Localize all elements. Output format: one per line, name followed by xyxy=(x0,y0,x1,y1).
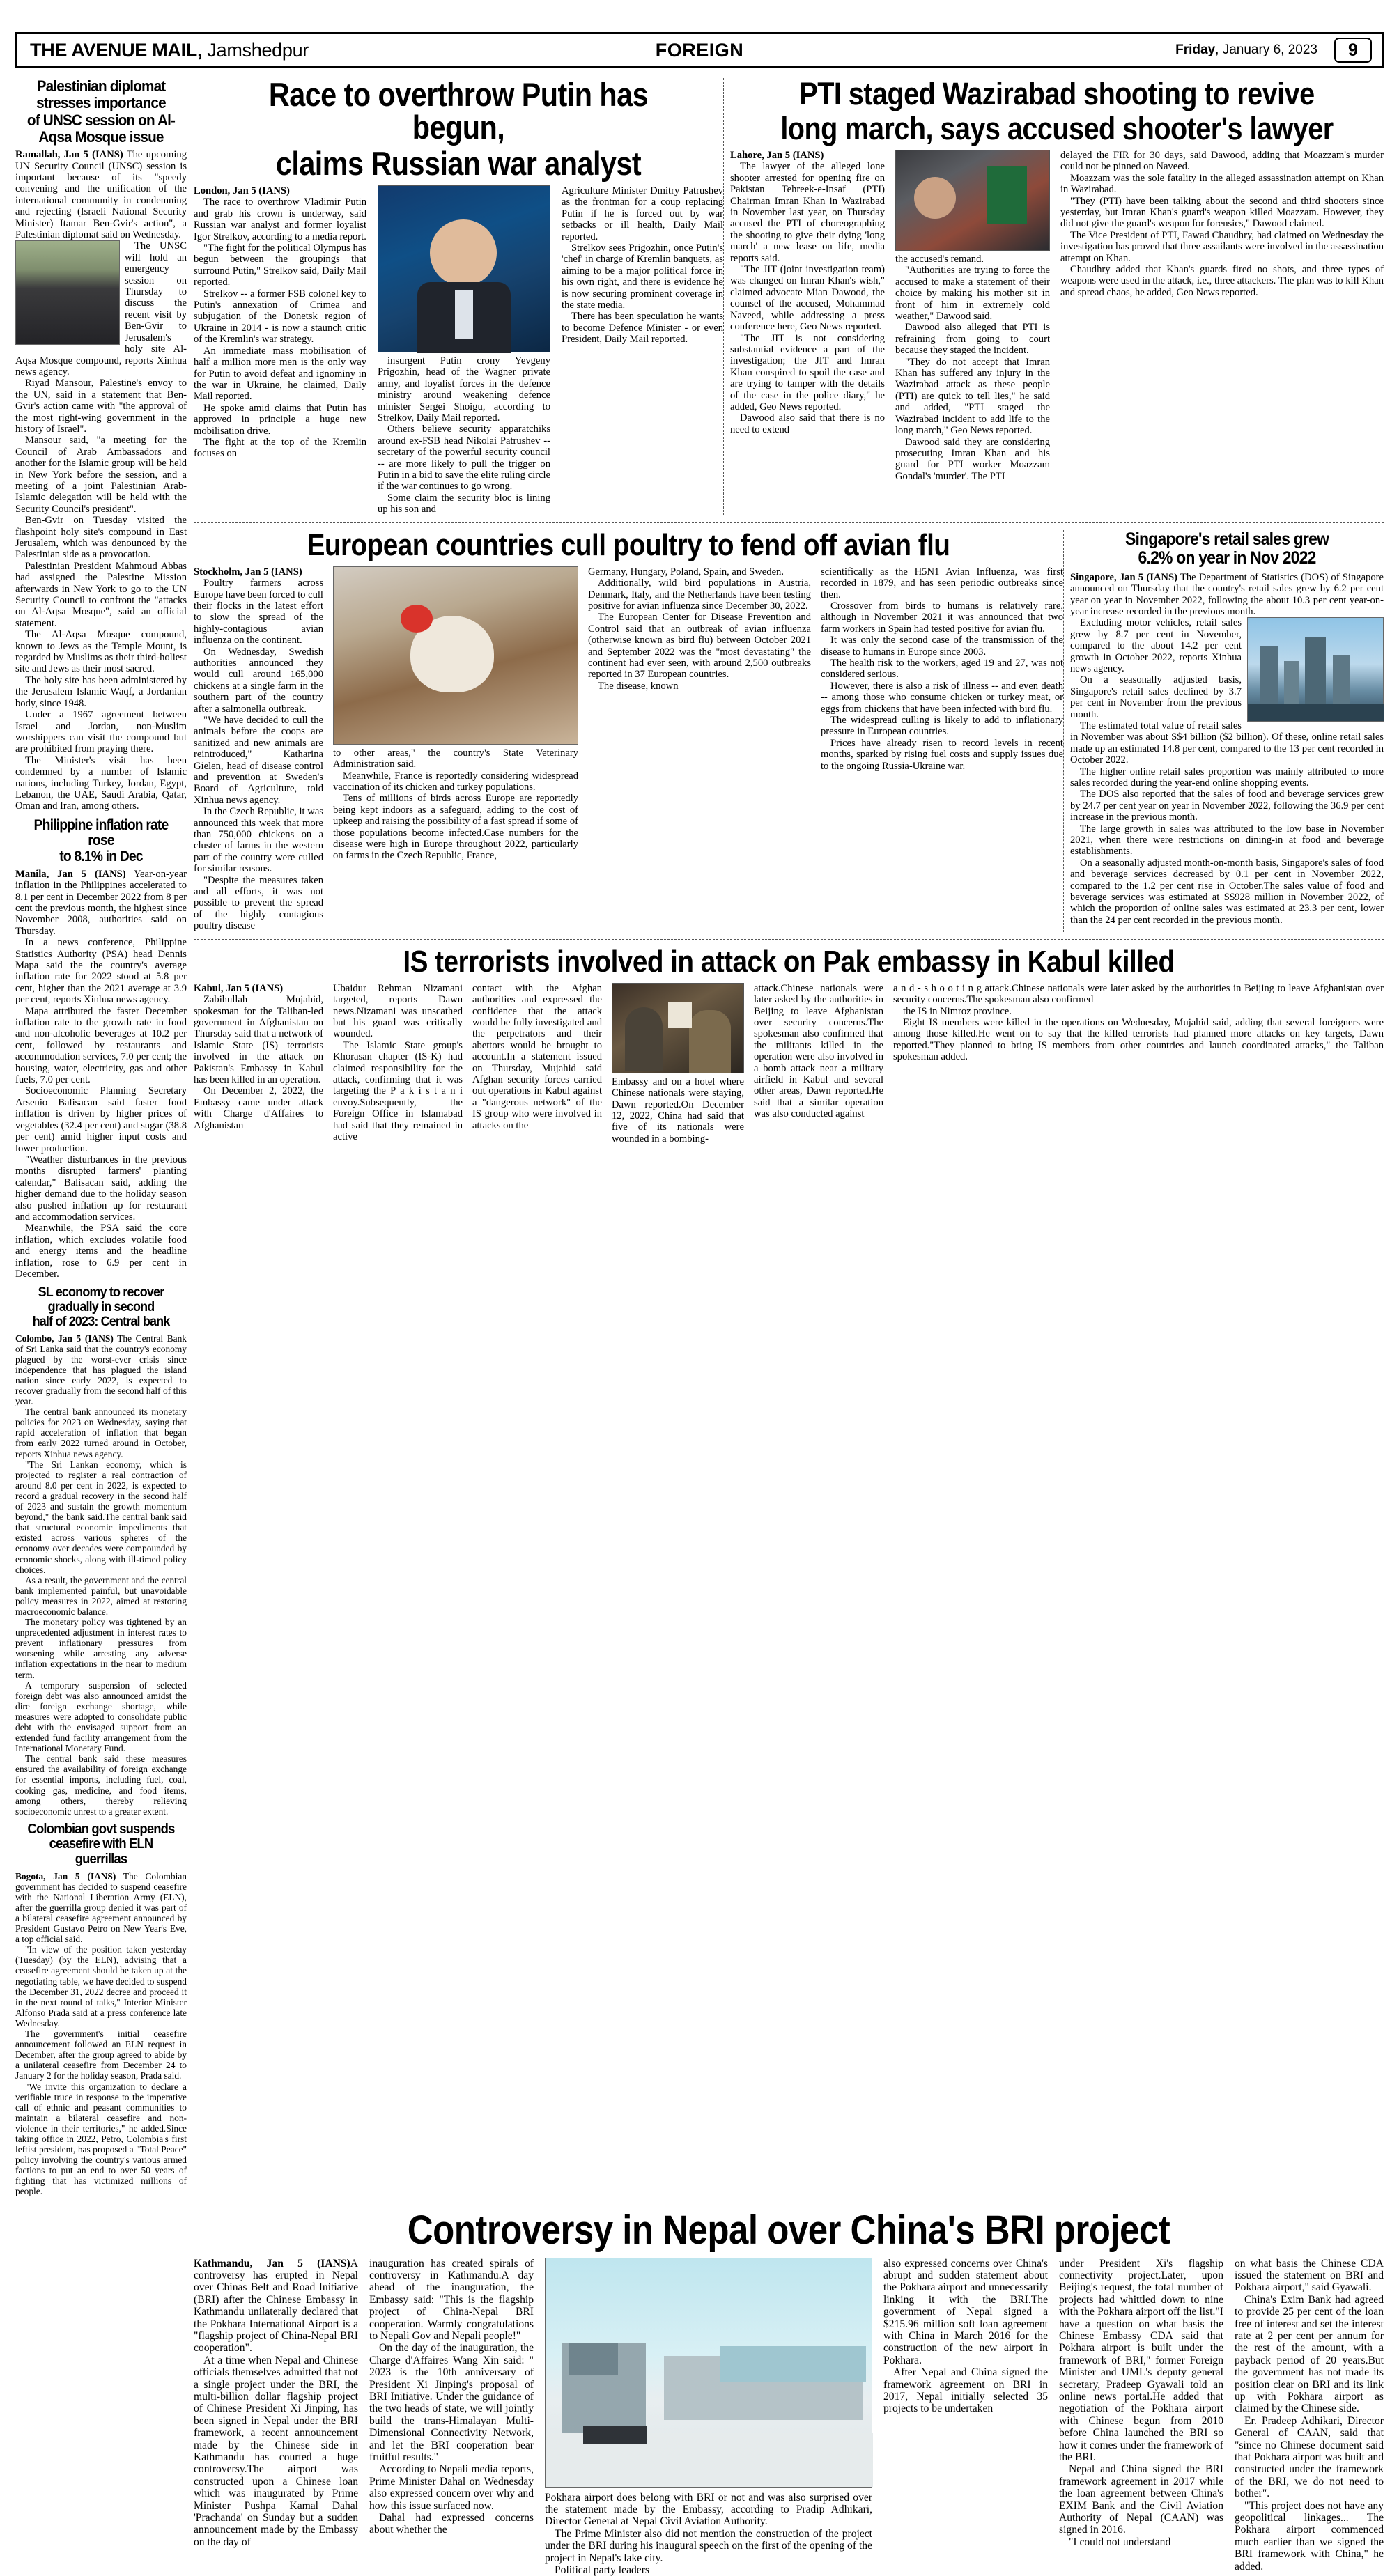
headline-colombia: Colombian govt suspends ceasefire with ELN guerrillas xyxy=(27,1821,175,1868)
bottom-band xyxy=(15,2203,1384,2576)
photo-pokhara-airport xyxy=(545,2258,872,2488)
main-area xyxy=(194,78,1384,2197)
body-kabul-col2: Ubaidur Rehman Nizamani targeted, reports Dawn news.Nizamani was unscathed but his guard was critically wounded. The Islamic State group's Khorasan chapter (IS-K) had claimed responsibility for the attack, confirming that it was targeting the P a k i s t a n i envoy.Subsequently, the Foreign Office in Islamabad had said that they remained in active xyxy=(333,982,463,1142)
publication-date-rest: , January 6, 2023 xyxy=(1215,42,1317,57)
body-poultry-col2: to other areas," the country's State Veterinary Administration said. Meanwhile, France is reportedly considering widespread vaccination of its chicken and turkey populations. Tens of millions of birds across Europe are reportedly being kept indoors as a safeguard, adding to the cost of upkeep and raising the possibility of a fast spread if some of those populations become infected.Case numbers for the disease were high in Europe throughout 2022, particularly on farms in the Czech Republic, France, xyxy=(333,747,578,862)
bottom-left-spacer xyxy=(15,2203,187,2576)
headline-philippine: Philippine inflation rate rose to 8.1% in Dec xyxy=(33,816,169,865)
photo-singapore-skyline xyxy=(1247,617,1384,722)
headline-putin: Race to overthrow Putin has begun, claims Russian war analyst xyxy=(268,76,649,182)
masthead xyxy=(15,32,1384,68)
row-putin-pti xyxy=(194,78,1384,515)
column-divider-2 xyxy=(723,78,730,515)
dateline-putin: London, Jan 5 (IANS) xyxy=(194,185,290,196)
body-poultry-col1: Stockholm, Jan 5 (IANS) Poultry farmers across Europe have been forced to cull their flocks in the latest effort to slow the spread of the highly-contagious avian influenza on the continent. On Wednesday, Swedish authorities announced they would cull around 165,000 chickens at a single farm in the southern part of the country after a salmonella outbreak. "We have decided to cull the animals before the coops are sanitized and new animals are reintroduced," Katharina Gielen, head of disease control and prevention at Sweden's Board of Agriculture, told Xinhua news agency. In the Czech Republic, it was announced this week that more than 750,000 chickens on a cluster of farms in the western part of the country were culled for similar reasons. "Despite the measures taken and all efforts, it was not possible to prevent the spread of the highly contagious poultry disease xyxy=(194,566,323,932)
photo-taliban-press-conference xyxy=(612,983,744,1073)
section-name: FOREIGN xyxy=(655,39,744,61)
photo-poultry-chickens xyxy=(333,566,578,745)
body-kabul-col1: Kabul, Jan 5 (IANS) Zabihullah Mujahid, spokesman for the Taliban-led government in Afghanistan on Thursday said that a network of Islamic State (IS) terrorists involved in the attack on Pakistan's Embassy in Kabul has been killed in an operation. On December 2, 2022, the Embassy came under attack with Charge d'Affaires to Afghanistan xyxy=(194,982,323,1131)
article-poultry xyxy=(194,527,1063,932)
body-nepal-col3: Pokhara airport does belong with BRI or not and was also surprised over the statement made by the Embassy, according to Pradip Adhikari, Director General at Nepal Civil Aviation Authority. The Prime Minister also did not mention the construction of the project under the BRI during his inaugural speech on the first of the opening of the project in Nepal's lake city. Political party leaders xyxy=(545,2491,872,2576)
body-poultry-col4: scientifically as the H5N1 Avian Influenza, was first recorded in 1879, and has seen periodic outbreaks since then. Crossover from birds to humans is relatively rare, although in November 2021 it was announced that two farm workers in Spain had tested positive for avian flu. It was only the second case of the transmission of the disease to humans in Europe since 2003. The health risk to the workers, aged 19 and 27, was not considered serious. However, there is also a risk of illness -- and even death -- among those who consume chicken or turkey meat, or eggs from chickens that have been infected with bird flu. The widespread culling is likely to add to inflationary pressure in European countries. Prices have already risen to record levels in recent months, sparked by rising fuel costs and supply issues due to the ongoing Russia-Ukraine war. xyxy=(821,566,1063,772)
newspaper-title-bold: THE AVENUE MAIL, xyxy=(30,39,203,61)
column-divider-3 xyxy=(1063,530,1070,932)
body-putin-col3: Agriculture Minister Dmitry Patrushev as the frontman for a coup replacing Putin if he is forced out by war setbacks or ill health, Daily Mail reported. Strelkov sees Prigozhin, once Putin's 'chef' in charge of Kremlin banquets, as aiming to be a major political force in his own right, and there is evidence he is now securing prominent coverage in the state media. There has been speculation he wants to become Defence Minister - or even President, Daily Mail reported. xyxy=(562,185,723,346)
body-kabul-col4: Embassy and on a hotel where Chinese nationals were staying, Dawn reported.On December 12, 2022, China had said that five of its nationals were wounded in a bombing- xyxy=(612,1076,744,1145)
dateline-colombia: Bogota, Jan 5 (IANS) xyxy=(15,1870,116,1881)
body-nepal-col5: under President Xi's flagship connectivity project.Later, upon Beijing's request, the total number of projects had whittled down to nine with the Pokhara airport off the list."I have a question on what basis the Chinese Embassy CDA said that Pokhara airport is built under the framework of BRI," former Foreign Minister and UML's deputy general secretary, Pradeep Gyawali told an online news portal.He added that negotiation of the Pokhara airport with Chinese begun from 2010 before China launched the BRI so how it comes under the framework of the BRI. Nepal and China signed the BRI framework agreement in 2017 while the loan agreement between China's EXIM Bank and the Civil Aviation Authority of Nepal (CAAN) was signed in 2016. "I could not understand xyxy=(1059,2257,1223,2548)
article-singapore xyxy=(1070,530,1384,932)
headline-singapore: Singapore's retail sales grew 6.2% on year in Nov 2022 xyxy=(1124,529,1329,568)
poultry-col2-wrap xyxy=(333,566,578,932)
body-kabul-col5: attack.Chinese nationals were later asked by the authorities in Beijing to leave Afghanistan over security concerns.The spokesman also confirmed that the militants killed in the operation were also involved in a bomb attack near a military airfield in Kabul and several other areas, Dawn reported.He said that a similar operation was also conducted against xyxy=(754,982,883,1120)
body-colombia: Bogota, Jan 5 (IANS) The Colombian government has decided to suspend ceasefire with the National Liberation Army (ELN), after the guerrilla group denied it was part of a bilateral ceasefire agreement announced by President Gustavo Petro on New Year's Eve, a top official said. "In view of the position taken yesterday (Tuesday) (by the ELN), advising that a ceasefire agreement should be taken up at the negotiating table, we have decided to suspend the December 31, 2022 decree and proceed it in the next round of talks," Interior Minister Alfonso Prada said at a press conference late Wednesday. The government's initial ceasefire announcement followed an ELN request in December, after the group agreed to abide by a unilateral ceasefire from December 24 to January 2 for the holiday season, Prada said. "We invite this organization to declare a verifiable truce in response to the imperative call of ethnic and peasant communities to maintain a bilateral ceasefire and non-violence in their territories," he added.Since taking office in 2022, Petro, Colombia's first leftist president, has proposed a "Total Peace" policy involving the country's various armed factions to put an end to over 50 years of fighting that has victimized millions of people. xyxy=(15,1870,187,2197)
dateline-nepal: Kathmandu, Jan 5 (IANS) xyxy=(194,2257,350,2269)
article-colombia xyxy=(15,1822,187,2197)
lead-philippine: Year-on-year inflation in the Philippines accelerated to 8.1 per cent in December 2022 from 8 per cent the previous month, the highest since November 2008, authorities said on Thursday. xyxy=(15,868,187,937)
body-putin-col2: insurgent Putin crony Yevgeny Prigozhin, head of the Wagner private army, and loyalist forces in the defence ministry around weakening defence minister Sergei Shoigu, according to Strelkov, Daily Mail reported. Others believe security apparatchiks around ex-FSB head Nikolai Patrushev -- secretary of the powerful security council -- are more likely to pull the trigger on Putin in a bid to save the elite ruling circle if the war continues to go wrong. Some claim the security bloc is lining up his son and xyxy=(378,355,550,515)
headline-poultry: European countries cull poultry to fend off avian flu xyxy=(307,527,950,562)
dateline-philippine: Manila, Jan 5 (IANS) xyxy=(15,868,126,880)
body-poultry-col3: Germany, Hungary, Poland, Spain, and Sweden. Additionally, wild bird populations in Austria, Denmark, Italy, and the Netherlands have been testing positive for avian influenza since December 30, 2022. The European Center for Disease Prevention and Control said that an outbreak of avian influenza (otherwise known as bird flu) between October 2021 and September 2022 was the "most devastating" the continent had ever seen, with around 2,500 outbreaks reported in 37 European countries. The disease, known xyxy=(588,566,811,692)
body-nepal-col1: Kathmandu, Jan 5 (IANS)A controversy has erupted in Nepal over Chinas Belt and Road Initiative (BRI) after the Chinese Embassy in Kathmandu unilaterally declared that the Pokhara International Airport is a "flagship project of China-Nepal BRI cooperation". At a time when Nepal and Chinese officials themselves admitted that not a single project under the BRI, the multi-billion dollar flagship project of Chinese President Xi Jinping, has been signed in Nepal under the BRI framework, a recent announcement made by the Chinese side in Kathmandu has courted a huge controversy.The airport was constructed upon a Chinese loan which was inaugurated by Prime Minister Pushpa Kamal Dahal 'Prachanda' on Sunday but a sudden announcement made by the Embassy on the day of xyxy=(194,2257,358,2548)
nepal-photo-col xyxy=(545,2258,872,2576)
row-poultry-singapore xyxy=(194,522,1384,932)
headline-kabul: IS terrorists involved in attack on Pak embassy in Kabul killed xyxy=(403,944,1175,979)
putin-col2-wrap xyxy=(378,185,550,515)
dateline-srilanka: Colombo, Jan 5 (IANS) xyxy=(15,1333,114,1344)
article-palestinian xyxy=(15,78,187,812)
body-pti-col2: the accused's remand. "Authorities are trying to force the accused to make a statement of their choice by making his mother sit in front of him in extremely cold weather," Dawood said. Dawood also alleged that PTI is refraining from going to court because they staged the incident. "They do not accept that Imran Khan has suffered any injury in the Wazirabad attack as these people (PTI) are quick to tell lies," he said and added, "PTI staged the Wazirabad incident to add life to the long march," Geo News reported. Dawood said they are considering prosecuting Imran Khan and his guard for PTI worker Moazzam Gondal's 'murder'. The PTI xyxy=(895,254,1050,482)
masthead-right xyxy=(1175,38,1372,63)
article-nepal xyxy=(194,2203,1384,2576)
body-singapore-lead xyxy=(1070,572,1384,618)
body-palestinian-lead xyxy=(15,149,187,240)
body-srilanka: Colombo, Jan 5 (IANS) The Central Bank of Sri Lanka said that the country's economy plagued by the worst-ever crisis since independence that has plagued the island nation since early 2022, is expected to recover gradually from the second half of this year. The central bank announced its monetary policies for 2023 on Wednesday, saying that rapid acceleration of inflation that began from early 2022 turned around in October, reports Xinhua news agency. "The Sri Lankan economy, which is projected to register a real contraction of around 8.0 per cent in 2022, is expected to record a gradual recovery in the second half of 2023 and sustain the growth momentum beyond," the bank said.The central bank said that structural economic impediments that existed across various spheres of the economy over decades were compounded by economic shocks, along with ill-timed policy choices. As a result, the government and the central bank implemented painful, but unavoidable policy measures in 2022, aimed at restoring macroeconomic balance. The monetary policy was tightened by an unprecedented adjustment in interest rates to prevent inflationary pressures from worsening while arresting any adverse inflation expectations in the near to medium term. A temporary suspension of selected foreign debt was also announced amidst the dire foreign exchange shortage, while measures were adopted to consolidate public debt with the envisaged support from an extended fund facility arrangement from the International Monetary Fund. The central bank said these measures ensured the availability of foreign exchange for essential imports, including fuel, coal, cooking gas, medicine, and food items, among others, thereby relieving socioeconomic unrest to a greater extent. xyxy=(15,1333,187,1817)
page-number: 9 xyxy=(1334,38,1372,63)
article-putin xyxy=(194,78,723,515)
headline-nepal: Controversy in Nepal over China's BRI project xyxy=(407,2207,1170,2253)
column-divider-1 xyxy=(187,78,194,2197)
body-palestinian: The UNSC will hold an emergency session on Thursday to discuss the recent visit by Ben-Gvir to Jerusalem's holy site Al-Aqsa Mosque compound, reports Xinhua news agency. Riyad Mansour, Palestine's envoy to the UN, said in a statement that Ben-Gvir's action came with "the approval of the most right-wing government in the history of Israel". Mansour said, "a meeting for the Council of Arab Ambassadors and another for the Islamic group will be held in New York before the session, and a meeting of a joint Palestinian Arab-Islamic delegation will be held with the Security Council's president". Ben-Gvir on Tuesday visited the flashpoint holy site's compound in East Jerusalem, which was denounced by the Palestinian side as a provocation. Palestinian President Mahmoud Abbas had assigned the Palestine Mission afterwards in New York to go to the UN Security Council to confront the "attacks on Al-Aqsa Mosque", said an official statement. The Al-Aqsa Mosque compound, known to Jews as the Temple Mount, is regarded by Muslims as their third-holiest site and Jews as their most sacred. The holy site has been administered by the Jerusalem Islamic Waqf, a Jordanian body, since 1948. Under a 1967 agreement between Israel and Jordan, non-Muslim worshippers can visit the compound but are prohibited from praying there. The Minister's visit has been condemned by a number of Islamic nations, including Turkey, Jordan, Egypt, Lebanon, the UAE, Saudi Arabia, Qatar, Oman and Iran, among others. xyxy=(15,240,187,812)
dateline-kabul: Kabul, Jan 5 (IANS) xyxy=(194,982,284,994)
body-singapore: Excluding motor vehicles, retail sales grew by 8.7 per cent in November, compared to the about 14.2 per cent growth in October 2022, reports Xinhua news agency. On a seasonally adjusted basis, Singapore's retail sales declined by 3.7 per cent in November from the previous month. The estimated total value of retail sales in November was about S$4 billion ($2 billion). Of these, online retail sales made up an estimated 14.8 per cent, compared to the 13 per cent recorded in October 2022. The higher online retail sales proportion was mainly attributed to more sales recorded during the year-end online shopping events. The DOS also reported that the sales of food and beverage services grew by 24.7 per cent year on year in November 2022, following the 36.9 per cent increase in the previous month. The large growth in sales was attributed to the low base in November 2021, when there were restrictions on dining-in at food and beverage establishments. On a seasonally adjusted month-on-month basis, Singapore's sales of food and beverage services decreased by 0.1 per cent in November 2022, compared to the 1.2 per cent rise in October.The sales value of food and beverage services was estimated at S$928 million in November 2022, of which the proportion of online sales was estimated at 23.3 per cent, lower than the 24 per cent recorded in the previous month. xyxy=(1070,617,1384,926)
dateline-palestinian: Ramallah, Jan 5 (IANS) xyxy=(15,149,123,161)
pti-col2-wrap xyxy=(895,150,1050,482)
body-nepal-col2: inauguration has created spirals of controversy in Kathmandu.A day ahead of the inauguration, the Embassy said: "This is the flagship project of China-Nepal BRI cooperation. Warmly congratulations to Nepali Gov and Nepali people!" On the day of the inauguration, the Charge d'Affaires Wang Xin said: " 2023 is the 10th anniversary of President Xi Jinping's proposal of BRI Initiative. Under the guidance of the two heads of state, we will jointly build the trans-Himalayan Multi-Dimensional Connectivity Network, and let the BRI cooperation bear fruitful results." According to Nepali media reports, Prime Minister Dahal on Wednesday also expressed concern over why and how this issue surfaced now. Dahal had expressed concerns about whether the xyxy=(369,2257,534,2536)
left-rail xyxy=(15,78,187,2197)
column-divider-4 xyxy=(187,2203,194,2576)
dateline-singapore: Singapore, Jan 5 (IANS) xyxy=(1070,571,1177,583)
headline-palestinian: Palestinian diplomat stresses importance of UNSC session on Al-Aqsa Mosque issue xyxy=(26,77,176,146)
headline-pti: PTI staged Wazirabad shooting to revive long march, says accused shooter's lawyer xyxy=(780,76,1334,146)
body-pti-col3: delayed the FIR for 30 days, said Dawood, adding that Moazzam's murder could not be pinned on Naveed. Moazzam was the sole fatality in the alleged assassination attempt on Khan in Wazirabad. "They (PTI) have been talking about the second and third shooters since yesterday, but Imran Khan's guard's weapon killed Moazzam. However, they did not give the guard's weapon for forensics," Dawood claimed. The Vice President of PTI, Fawad Chaudhry, had claimed on Wednesday the investigation has proved that three assailants were involved in the assassination attempt on Khan. Chaudhry added that Khan's guards fired no shots, and three types of weapons were used in the attack, i.e., three attackers. The plan was to kill Khan and spread chaos, he added, Geo News reported. xyxy=(1060,150,1384,298)
article-pti xyxy=(730,78,1384,515)
body-philippine: Manila, Jan 5 (IANS) Year-on-year inflation in the Philippines accelerated to 8.1 per cent in December 2022 from 8 per cent the previous month, the highest since November 2008, authorities said on Thursday. In a news conference, Philippine Statistics Authority (PSA) head Dennis Mapa said the the country's average inflation rate for 2022 stood at 5.8 per cent, higher than the 2021 average at 3.9 per cent, reports Xinhua news agency. Mapa attributed the faster December inflation rate to the growth rate in food and non-alcoholic beverages at 10.2 per cent, followed by restaurants and accommodation services, 7.0 per cent; the housing, water, electricity, gas and other fuels, 7.0 per cent. Socioeconomic Planning Secretary Arsenio Balisacan said faster food inflation is driven by higher prices of vegetables (32.4 per cent) and sugar (38.8 per cent) amid higher input costs and lower production. "Weather disturbances in the previous months disrupted farmers' planting calendar," Balisacan said, adding the higher demand due to the holiday season also pushed inflation up for restaurant and accommodation services. Meanwhile, the PSA said the core inflation, which excludes volatile food and energy items and the headline inflation, rose to 6.9 per cent in December. xyxy=(15,868,187,1280)
publication-day: Friday xyxy=(1175,42,1216,57)
dateline-pti: Lahore, Jan 5 (IANS) xyxy=(730,150,824,161)
kabul-col4-wrap xyxy=(612,983,744,1145)
newspaper-title-city: Jamshedpur xyxy=(202,39,309,61)
body-nepal-col4: also expressed concerns over China's abrupt and sudden statement about the Pokhara airport and unnecessarily linking it with the BRI.The government of Nepal signed a $215.96 million soft loan agreement with China in March 2016 for the construction of the new airport in Pokhara. After Nepal and China signed the framework agreement on BRI in 2017, Nepal initially selected 35 projects to be undertaken xyxy=(883,2257,1048,2415)
body-nepal-col6: on what basis the Chinese CDA issued the statement on BRI and Pokhara airport," said Gyawali. China's Exim Bank had agreed to provide 25 per cent of the loan free of interest and set the interest rate at 2 per cent per annum for the rest of the amount, with a payback period of 20 years.But the government has not made its position clear on BRI and its link up with Pokhara airport as claimed by the Chinese side. Er. Pradeep Adhikari, Director General of CAAN, said that "since no Chinese document said that Pokhara airport was built and constructed under the framework of the BRI, we do not need to bother". "This project does not have any geopolitical linkages... The Pokhara airport commenced much earlier than we signed the BRI framework with China," he added. xyxy=(1235,2257,1384,2573)
article-philippine xyxy=(15,818,187,1280)
headline-srilanka: SL economy to recover gradually in second half of 2023: Central bank xyxy=(32,1285,170,1330)
body-kabul-col3: contact with the Afghan authorities and expressed the confidence that the attack would be fully investigated and the perpetrators and their abettors would be brought to account.In a statement issued on Thursday, Mujahid said Afghan security forces carried out operations in Kabul against a "dangerous network" of the IS group who were involved in attacks on the xyxy=(472,982,602,1131)
dateline-poultry: Stockholm, Jan 5 (IANS) xyxy=(194,566,302,577)
photo-vladimir-putin xyxy=(378,185,550,352)
article-srilanka xyxy=(15,1285,187,1816)
lead-palestinian: The upcoming UN Security Council (UNSC) session is important because of its "speedy convening and the unification of the international community in condemning and rejecting (Israeli National Security Minister) Itamar Ben-Gvir's action", a Palestinian diplomat said on Wednesday. xyxy=(15,149,187,241)
lead-srilanka: The Central Bank of Sri Lanka said that the country's economy plagued by the worst-ever crisis since independence that has plagued the island nation since early 2022, is expected to recover gradually from the second half of this year. xyxy=(15,1333,187,1407)
photo-pti-supporters xyxy=(895,150,1050,251)
lead-colombia: The Colombian government has decided to suspend ceasefire with the National Liberation Army (ELN), after the guerrilla group denied it was part of a bilateral ceasefire agreement announced by President Gustavo Petro on New Year's Eve, a top official said. xyxy=(15,1870,187,1945)
body-putin-col1: London, Jan 5 (IANS) The race to overthrow Vladimir Putin and grab his crown is underway, said Russian war analyst and former loyalist Igor Strelkov, according to a media report. "The fight for the political Olympus has begun between the groupings that surround Putin," Strelkov said, Daily Mail reported. Strelkov -- a former FSB colonel key to Putin's annexation of Crimea and subjugation of the Donetsk region of Ukraine in 2014 - is now a staunch critic of the Kremlin's war strategy. An immediate mass mobilisation of half a million more men is the only way for Putin to avoid defeat and ignominy in the war in Ukraine, he claimed, Daily Mail reported. He spoke amid claims that Putin has approved in principle a huge new mobilisation drive. The fight at the top of the Kremlin focuses on xyxy=(194,185,366,460)
publication-date xyxy=(1175,42,1317,58)
lead-singapore: The Department of Statistics (DOS) of Singapore announced on Thursday that the country's retail sales grew by 6.2 per cent year on year in November 2022, following the about 10.3 per cent year-on-year increase recorded in the previous month. xyxy=(1070,571,1384,617)
body-pti-col1: Lahore, Jan 5 (IANS) The lawyer of the alleged lone shooter arrested for opening fire on Pakistan Tehreek-e-Insaf (PTI) Chairman Imran Khan in Wazirabad in November last year, on Thursday accused the PTI of choreographing the shooting to give their dying 'long march' a new lease on life, media reports said. "The JIT (joint investigation team) was changed on Imran Khan's wish," claimed advocate Mian Dawood, the counsel of the accused, Mohammad Naveed, while addressing a press conference here, Geo News reported. "The JIT is not considering substantial evidence a part of the investigation; the JIT and Imran Khan conspired to spoil the case and are trying to tamper with the details of the case in the police diary," he added, Geo News reported. Dawood also said that there is no need to extend xyxy=(730,150,885,435)
photo-ben-gvir-al-aqsa xyxy=(15,240,120,345)
article-kabul xyxy=(194,939,1384,1145)
top-band xyxy=(15,78,1384,2197)
body-kabul-col6: a n d - s h o o t i n g attack.Chinese nationals were later asked by the authorities in Beijing to leave Afghanistan over security concerns.The spokesman also confirmed the IS in Nimroz province. Eight IS members were killed in the operations on Wednesday, Mujahid said, adding that several foreigners were among those killed.He went on to say that the killed terrorists had planned more attacks on key targets, Dawn reported."They planned to bring IS members from other countries and launch coordinated attacks," the Taliban spokesman added. xyxy=(893,982,1384,1063)
